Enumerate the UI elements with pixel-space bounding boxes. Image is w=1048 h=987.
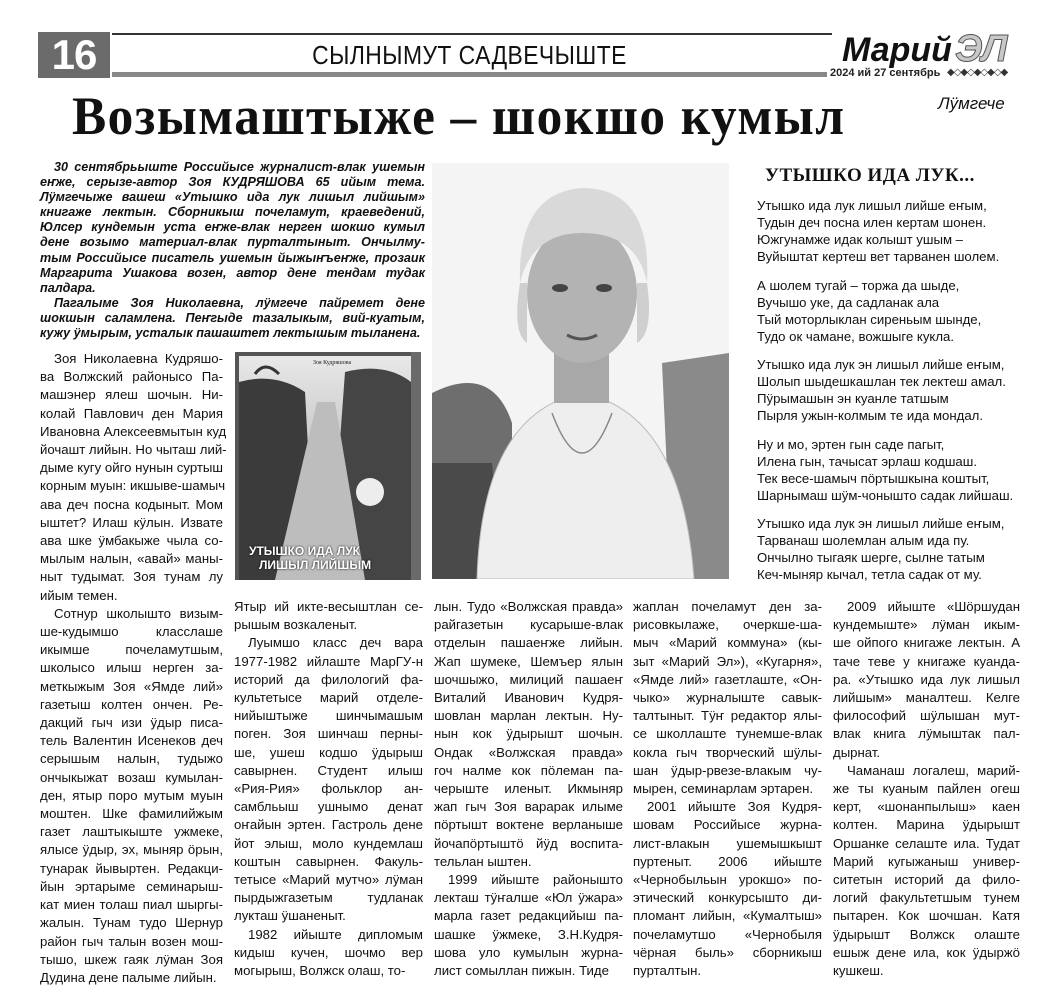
text-line: икымше почеламутшым, — [40, 642, 223, 658]
text-line: лист сомыллан пижын. Тиде — [434, 963, 609, 979]
text-line: ва Волжский районысо Па- — [40, 369, 223, 385]
text-line: школысо илыш нерген за- — [40, 660, 223, 676]
text-line: керт, «шонанпылыш» каен — [833, 799, 1020, 815]
rubric: Лӱмгече — [938, 94, 1005, 113]
poem-line: Утышко ида лук эн лишыл лийше еҥым, — [757, 516, 1005, 531]
book-author: Зоя Кудряшова — [313, 360, 352, 366]
text-line: гоч налме кок пӧлеман па- — [434, 762, 623, 778]
newspaper-logo: Марий — [842, 31, 952, 69]
text-line: корным муын: икшыве-шамыч — [40, 478, 226, 494]
book-cover-image — [235, 352, 421, 580]
poem-line: Тый моторлыклан сиреньым шынде, — [757, 311, 982, 327]
text-line: ше-кудымшо класслаше — [40, 624, 223, 640]
text-line: тунарак йывыртен. Редакци- — [40, 860, 223, 876]
text-line: отделын пашаеҥже лийын. — [434, 635, 623, 651]
text-line: влак книга лӱмыштак пал- — [833, 726, 1020, 742]
text-line: же ты куаным пайлен огеш — [833, 781, 1020, 797]
poem-line: Ончылно тыгаяк шерге, сылне татым — [757, 550, 985, 565]
text-line: Ятыр ий икте-весыштлан се- — [234, 599, 423, 614]
page-number: 16 — [38, 32, 110, 78]
text-line: дене возымо материал-влак пурталтыныт. Ончылму- — [40, 235, 425, 250]
text-line: «Ямде лий» газетлаште, «Он- — [633, 671, 822, 687]
text-line: Юлсер кундемын уста еҥже-влак нерген шокшо кумыл — [40, 220, 425, 235]
text-line: ӱдырышт Волжск олаште — [833, 926, 1020, 942]
text-line: пурталтын. — [633, 963, 702, 979]
text-line: коштын савырнен. Факуль- — [234, 853, 423, 869]
issue-date: 2024 ий 27 сентябрь — [830, 67, 941, 79]
text-line: 2009 ийыште «Шӧршудан — [847, 599, 1020, 614]
poem-stanza — [757, 356, 1027, 424]
poem-line: Тек весе-шамыч пӧртышкына коштыт, — [757, 470, 990, 486]
text-line: район гыч талын возен мош- — [40, 933, 223, 949]
text-line: 30 сентябрьыште Российысе журналист-влак ушемын — [54, 160, 425, 174]
text-line: ра. «Утышко ида лук лишыл — [833, 671, 1020, 687]
poem-line: Утышко ида лук лишыл лийше еҥым, — [757, 198, 987, 213]
poem-stanza — [757, 197, 1027, 265]
poem-line: Шарнымаш шӱм-чонышто садак лийшаш. — [757, 487, 1014, 503]
text-line: тым Российысе писатель ушемын йыжыҥъеҥже, прозаик — [40, 250, 425, 265]
poem-line: А шолем тугай – торжа да шыде, — [757, 277, 960, 293]
text-line: чёрная быль» сборникыш — [633, 944, 822, 960]
text-line: колтен. Марина ӱдырышт — [833, 817, 1020, 833]
text-line: шокшын саламлена. Пеҥгыде тазалыкым, вий-куатым, — [40, 310, 425, 325]
text-line: кокла гыч творческий шӱлы- — [633, 744, 822, 760]
text-line: жап гыч Зоя варарак илыме — [434, 799, 623, 815]
text-line: пуртеныт. 2006 ийыште — [633, 853, 822, 869]
text-line: лист-влакын ушемышкышт — [633, 835, 822, 851]
text-line: книгаже лектын. Сборникыш почеламут, краеведений, — [40, 205, 425, 220]
poem-line: Вучышо уке, да садланак ала — [757, 294, 940, 310]
text-line: ше, ушеш кодшо ӱдырыш — [234, 744, 423, 760]
text-line: пӧртышт воктене верланыше — [434, 817, 623, 833]
poem-line: Кеч-мыняр кычал, тетла садак от му. — [757, 567, 982, 582]
text-line: кужу ӱмырым, усталык пашаштет лектышым тыланена. — [40, 326, 421, 341]
text-line: логий факультетшым тунем — [833, 890, 1020, 906]
text-line: пырдыжгазетым тудланак — [234, 890, 423, 906]
text-line: ше ойпого книгаже лектын. А — [833, 635, 1020, 651]
text-line: этический конкурсышто ди- — [633, 890, 822, 906]
text-line: философий шӱлышан мут- — [833, 708, 1020, 724]
text-line: Дудина дене палыме лийын. — [40, 969, 217, 985]
text-line: «Рия-Рия» фольклор ан- — [234, 781, 423, 797]
poem-stanza — [757, 436, 1027, 504]
text-line: Ондак «Волжская правда» — [434, 744, 623, 760]
article-column-2 — [234, 598, 423, 980]
text-line: Марий кугыжаныш универ- — [833, 853, 1020, 869]
poem-stanza — [757, 277, 1027, 345]
book-title-line-1: УТЫШКО ИДА ЛУК — [249, 544, 360, 558]
article-lead — [40, 160, 425, 341]
article-headline: Возымаштыже – шокшо кумыл — [72, 86, 846, 146]
text-line: мыч «Марий коммуна» (кы- — [633, 635, 822, 651]
text-line: шовам Российысе журна- — [633, 817, 822, 833]
text-line: шова уло кумылын журна- — [434, 944, 623, 960]
text-line: шочшыжо, милиций пашаеҥ — [434, 671, 623, 687]
text-line: тышо, шкеж гаяк лӱман Зоя — [40, 951, 223, 967]
header-rule-bottom — [112, 72, 827, 77]
text-line: Оршанке селаште ила. Тудат — [833, 835, 1020, 851]
text-line: кундемыште» лӱман икым- — [833, 617, 1020, 633]
text-line: ешыж дене ила, кок ӱдыржӧ — [833, 944, 1020, 960]
text-line: шовлан марлан лектын. Ну- — [434, 708, 623, 724]
text-line: Лӱмгечыже вашеш «Утышко ида лук лишыл лийшым» — [40, 190, 425, 205]
article-column-4 — [633, 598, 822, 980]
article-column-1 — [40, 350, 227, 987]
text-line: таче теве у книгаже куанда- — [833, 653, 1020, 669]
book-title-line-2: ЛИШЫЛ ЛИЙШЫМ — [259, 558, 372, 572]
text-line: «Чернобыльын урокшо» по- — [633, 872, 822, 888]
poem-line: Тарванаш шолемлан алым ида пу. — [757, 533, 970, 548]
text-line: кушкеш. — [833, 963, 884, 979]
text-line: 2001 ийыште Зоя Кудря- — [647, 799, 822, 815]
text-line: тель Валентин Исенеков деч — [40, 733, 223, 749]
header-rule — [112, 33, 832, 35]
text-line: 1999 ийыште районышто — [448, 872, 623, 888]
poem-line: Илена гын, тачысат эрлаш кодшаш. — [757, 453, 978, 469]
text-line: пытарен. Кок шочшан. Катя — [833, 908, 1020, 924]
poem-stanza — [757, 515, 1027, 583]
newspaper-logo-el: ЭЛ — [955, 28, 1008, 70]
text-line: моштен. Шке фамилийжым — [40, 806, 223, 822]
poem-line: Вуйыштат кертеш вет тарванен шолем. — [757, 249, 1000, 264]
text-line: марла газет редакцийыш па- — [434, 908, 623, 924]
section-title: СЫЛНЫМУТ САДВЕЧЫШТЕ — [312, 40, 627, 70]
text-line: Жап шумеке, Шемъер ялын — [434, 653, 623, 669]
text-line: кидыш кучен, шочмо вер — [234, 944, 423, 960]
text-line: лийшым» маналтеш. Келге — [833, 690, 1020, 706]
text-line: рышым возкаленыт. — [234, 617, 358, 633]
text-line: Пагалыме Зоя Николаевна, лӱмгече пайремет дене — [54, 295, 425, 310]
poem-line: Тудо ок чамане, вожшыге кукла. — [757, 328, 955, 344]
text-line: кат миен толаш пиал шыргы- — [40, 897, 223, 913]
text-line: райгазетын кусарыше-влак — [434, 617, 623, 633]
poem — [757, 197, 1027, 595]
text-line: почеламутшо «Чернобыля — [633, 926, 822, 942]
poem-line: Тудын деч посна илен кертам шонен. — [757, 215, 987, 230]
text-line: самбльыш ушнымо денат — [234, 799, 423, 815]
text-line: меткыжым Зоя «Ямде лий» — [40, 678, 223, 694]
poem-line: Утышко ида лук эн лишыл лийше еҥым, — [757, 357, 1005, 372]
text-line: ялысе ӱдыр, эх, мыняр ӧрын, — [40, 842, 223, 858]
text-line: лын. Тудо «Волжская правда» — [434, 599, 623, 614]
text-line: ава деч посна кодыныт. Мом — [40, 496, 223, 512]
text-line: культетысе марий отделе- — [234, 690, 423, 706]
text-line: йочапӧртыштӧ йӱд воспита- — [434, 835, 623, 851]
text-line: историй да филологий фа- — [234, 671, 423, 687]
text-line: Виталий Иванович Кудря- — [434, 690, 623, 706]
text-line: тельлан ыштен. — [434, 853, 532, 869]
text-line: ден, ятыр поро мутым муын — [40, 787, 223, 803]
text-line: тетысе «Марий мутчо» лӱман — [234, 872, 423, 888]
text-line: газет лаштыкыште ужмеке, — [40, 824, 223, 840]
text-line: йын эртарыме семинарыш- — [40, 878, 223, 894]
text-line: машэнер ялеш шочын. Ни- — [40, 387, 223, 403]
text-line: чыко» журналыште савык- — [633, 690, 822, 706]
text-line: ийым темен. — [40, 587, 118, 603]
text-line: дыме кугу ойго нунын суртыш — [40, 460, 223, 476]
text-line: талтыныт. Тӱҥ редактор ялы- — [633, 708, 822, 724]
poem-title: УТЫШКО ИДА ЛУК... — [765, 165, 975, 186]
text-line: ончыкыжат возаш кумылан- — [40, 769, 223, 785]
text-line: Сотнур школышто визым- — [54, 605, 223, 621]
poem-line: Южгунамже идак колышт ушым – — [757, 232, 964, 247]
text-line: Зоя Николаевна Кудряшо- — [54, 351, 223, 366]
text-line: лекташ тӱҥалше «Юл ӱжара» — [434, 890, 623, 906]
text-line: мырен, семинарлам эртарен. — [633, 781, 814, 797]
text-line: Чаманаш логалеш, марий- — [847, 762, 1020, 778]
text-line: 1977-1982 ийлаште МарГУ-н — [234, 653, 423, 669]
text-line: йочашт лийын. Но чыташ лий- — [40, 442, 227, 458]
text-line: ситетын историй да фило- — [833, 872, 1020, 888]
author-portrait-photo — [432, 163, 729, 579]
text-line: нийыштыже шинчымашым — [234, 708, 423, 724]
poem-line: Пырля ужын-колмым те ида мондал. — [757, 408, 984, 423]
text-line: оҥайын эртен. Гастроль дене — [234, 817, 423, 833]
text-line: колай Павлович ден Мария — [40, 405, 223, 421]
text-line: ава шке ӱмбакыже чыла со- — [40, 533, 223, 549]
text-line: могырыш, Волжск олаш, то- — [234, 963, 406, 979]
text-line: мылым налын, «авай» маны- — [40, 551, 223, 567]
text-line: жаплан почеламут ден за- — [633, 599, 822, 614]
article-column-5 — [833, 598, 1020, 980]
text-line: рисовкылаже, очеркше-ша- — [633, 617, 822, 633]
article-column-3 — [434, 598, 623, 980]
text-line: лукташ ӱшаненыт. — [234, 908, 346, 924]
text-line: дакций гыч изи ӱдыр писа- — [40, 715, 223, 731]
text-line: палдара. — [40, 280, 96, 295]
text-line: Ивановна Алексеевмытын куд — [40, 423, 227, 439]
text-line: ыштет? Илаш кӱлын. Извате — [40, 514, 223, 530]
text-line: еҥже, серызе-автор Зоя КУДРЯШОВА 65 ийым тема. — [40, 175, 425, 190]
text-line: черыште иленыт. Икмыняр — [434, 781, 623, 797]
text-line: ныт тудымат. Зоя тунам лу — [40, 569, 223, 585]
text-line: 1982 ийыште дипломым — [248, 926, 423, 942]
text-line: йот элыш, моло кундемлаш — [234, 835, 423, 851]
text-line: шан ӱдыр-рвезе-влакым чу- — [633, 762, 822, 778]
text-line: Луымшо класс деч вара — [248, 635, 423, 651]
ornament-icon: ◆◇◆◇◆◇◆◇◆ — [947, 67, 1008, 78]
poem-line: Ну и мо, эртен гын саде пагыт, — [757, 436, 945, 452]
text-line: серышым налын, тудыжо — [40, 751, 223, 767]
text-line: зыт «Марий Эл»), «Кугарня», — [633, 653, 822, 669]
text-line: поген. Зоя шинчаш перны- — [234, 726, 423, 742]
text-line: пломант лийын, «Кумалтыш» — [633, 908, 822, 924]
text-line: савырнен. Студент илыш — [234, 762, 423, 778]
text-line: нын кок ӱдырышт шочын. — [434, 726, 623, 742]
text-line: се школлаште тунемше-влак — [633, 726, 822, 742]
poem-line: Пӱрымашын эн куанле татшым — [757, 391, 949, 406]
text-line: дырнат. — [833, 744, 881, 760]
text-line: Маргарита Ушакова возен, автор дене тендам тудак — [40, 265, 425, 280]
text-line: жалын. Тунам тудо Шернур — [40, 915, 223, 931]
text-line: шашке ӱжмеке, З.Н.Кудря- — [434, 926, 623, 942]
poem-line: Шолып шыдешкашлан тек лектеш амал. — [757, 374, 1006, 389]
text-line: газетыш колтен ончен. Ре- — [40, 696, 223, 712]
